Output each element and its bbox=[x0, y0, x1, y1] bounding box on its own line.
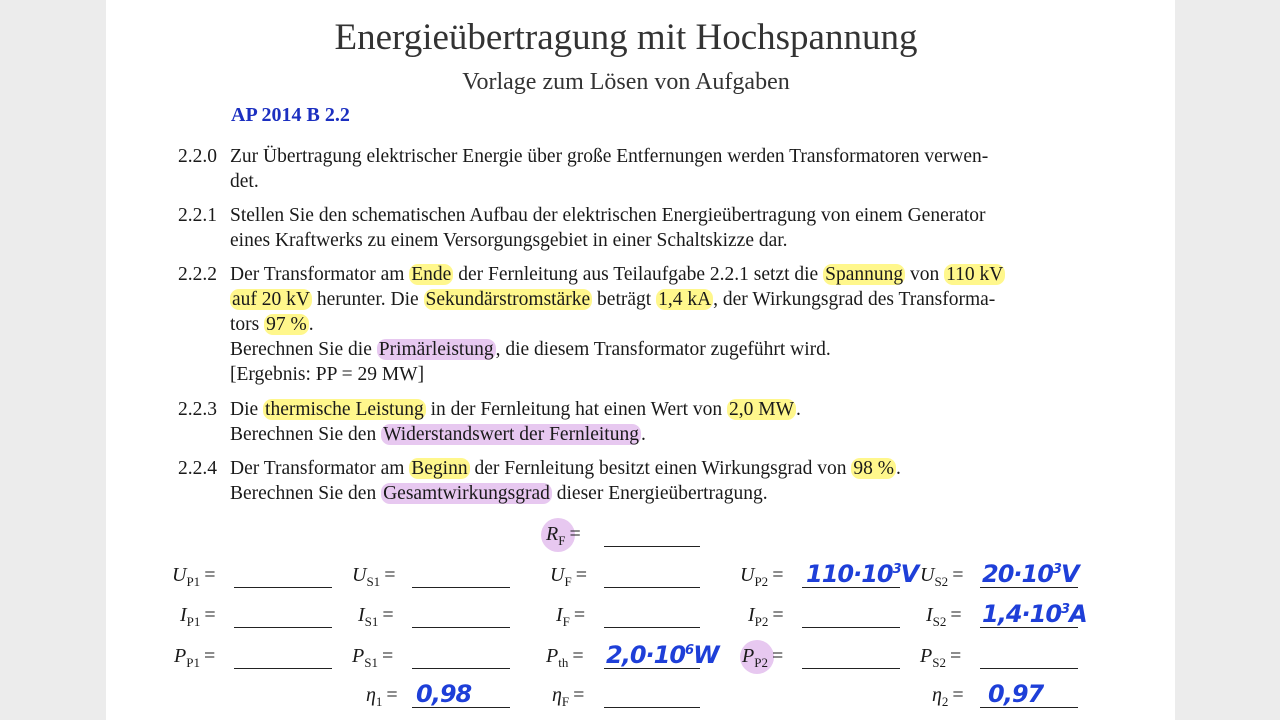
handwritten-answer: $110\cdot 10^3V$ bbox=[806, 560, 919, 588]
highlight-given: Spannung bbox=[825, 264, 904, 285]
field-US2: $U_{S2}$ = $20\cdot 10^3V$ bbox=[920, 560, 1079, 589]
answer-blank[interactable] bbox=[412, 668, 510, 669]
answer-blank[interactable] bbox=[412, 587, 510, 588]
task-number: 2.2.3 bbox=[178, 399, 217, 420]
field-UP1: $U_{P1}$ = bbox=[172, 560, 342, 592]
task-text-line: auf 20 kV herunter. Die Sekundärstromstärke beträgt 1,4 kA , der Wirkungsgrad des Transforma- bbox=[232, 289, 996, 310]
field-PP1: $P_{P1}$ = bbox=[174, 641, 344, 673]
field-PS1: $P_{S1}$ = bbox=[352, 641, 522, 673]
highlight-given: Beginn bbox=[411, 458, 468, 479]
field-Pth: $P_{th}$ = $2,0\cdot 10^6W$ bbox=[546, 641, 719, 670]
answer-blank[interactable] bbox=[604, 587, 700, 588]
field-etaF: $\eta_F$ = bbox=[552, 680, 712, 712]
page-title: Energieübertragung mit Hochspannung bbox=[334, 17, 918, 58]
field-eta2: $\eta_2$ = 0,97 bbox=[932, 680, 1092, 712]
field-PP2: $P_{P2}$ = bbox=[742, 641, 912, 673]
task-number: 2.2.1 bbox=[178, 205, 217, 226]
highlight-given: 2,0 MW bbox=[729, 399, 795, 420]
answer-blank[interactable] bbox=[604, 707, 700, 708]
highlight-given: thermische Leistung bbox=[265, 399, 424, 420]
handwritten-answer: $1,4\cdot 10^3A$ bbox=[982, 600, 1087, 628]
field-IS1: $I_{S1}$ = bbox=[358, 600, 528, 632]
highlight-given: Sekundärstromstärke bbox=[425, 289, 591, 310]
task-text-line: Der Transformator am Beginn der Fernleitung besitzt einen Wirkungsgrad von 98 % . bbox=[230, 458, 901, 479]
field-IF: $I_F$ = bbox=[556, 600, 716, 632]
answer-blank[interactable] bbox=[604, 546, 700, 547]
task-2-2-3 bbox=[178, 397, 1088, 447]
task-text-line: Die thermische Leistung in der Fernleitung hat einen Wert von 2,0 MW . bbox=[230, 399, 801, 420]
field-UF: $U_F$ = bbox=[550, 560, 710, 592]
highlight-given: auf 20 kV bbox=[232, 289, 310, 310]
task-text-line: Zur Übertragung elektrischer Energie über große Entfernungen werden Transformatoren verwen- bbox=[230, 146, 989, 167]
section-reference: AP 2014 B 2.2 bbox=[231, 104, 350, 126]
task-2-2-2 bbox=[178, 262, 1088, 387]
task-result-line: [Ergebnis: PP = 29 MW] bbox=[230, 364, 425, 385]
answer-blank[interactable] bbox=[234, 587, 332, 588]
task-text-line: tors 97 % . bbox=[230, 314, 314, 335]
field-US1: $U_{S1}$ = bbox=[352, 560, 522, 592]
handwritten-answer: $2,0\cdot 10^6W$ bbox=[606, 641, 719, 669]
task-number: 2.2.0 bbox=[178, 146, 217, 167]
task-2-2-1 bbox=[178, 203, 1088, 253]
highlight-sought: Primärleistung bbox=[378, 339, 494, 360]
task-number: 2.2.2 bbox=[178, 264, 217, 285]
highlight-sought: Widerstandswert der Fernleitung bbox=[383, 424, 639, 445]
field-RF: $R_F$ = bbox=[546, 519, 706, 551]
task-text-line: det. bbox=[230, 171, 259, 192]
answer-blank[interactable] bbox=[234, 668, 332, 669]
task-text-line: Berechnen Sie die Primärleistung , die diesem Transformator zugeführt wird. bbox=[230, 339, 831, 360]
answer-blank[interactable] bbox=[604, 627, 700, 628]
field-IS2: $I_{S2}$ = $1,4\cdot 10^3A$ bbox=[926, 600, 1087, 629]
field-eta1: $\eta_1$ = 0,98 bbox=[366, 680, 526, 712]
task-2-2-4 bbox=[178, 456, 1088, 506]
handwritten-answer: 0,97 bbox=[988, 680, 1044, 708]
highlight-given: 110 kV bbox=[946, 264, 1004, 285]
task-text-line: Stellen Sie den schematischen Aufbau der elektrischen Energieübertragung von einem Generator bbox=[230, 205, 986, 226]
task-number: 2.2.4 bbox=[178, 458, 217, 479]
handwritten-answer: $20\cdot 10^3V$ bbox=[982, 560, 1079, 588]
task-text-line: Berechnen Sie den Gesamtwirkungsgrad dieser Energieübertragung. bbox=[230, 483, 768, 504]
answer-blank[interactable] bbox=[802, 668, 900, 669]
task-text-line: Berechnen Sie den Widerstandswert der Fernleitung . bbox=[230, 424, 646, 445]
answer-blank[interactable] bbox=[412, 627, 510, 628]
task-text-line: eines Kraftwerks zu einem Versorgungsgebiet in einer Schaltskizze dar. bbox=[230, 230, 788, 251]
task-text-line: Der Transformator am Ende der Fernleitung aus Teilaufgabe 2.2.1 setzt die Spannung von 110 kV bbox=[230, 264, 1004, 285]
answer-blank[interactable] bbox=[980, 668, 1078, 669]
answer-blank[interactable] bbox=[802, 627, 900, 628]
highlight-given: 98 % bbox=[853, 458, 894, 479]
handwritten-answer: 0,98 bbox=[416, 680, 472, 708]
field-UP2: $U_{P2}$ = $110\cdot 10^3V$ bbox=[740, 560, 919, 589]
highlight-given: Ende bbox=[411, 264, 452, 285]
answer-blank[interactable] bbox=[234, 627, 332, 628]
page-subtitle: Vorlage zum Lösen von Aufgaben bbox=[462, 69, 790, 95]
task-2-2-0 bbox=[178, 144, 1088, 194]
highlight-given: 1,4 kA bbox=[658, 289, 712, 310]
field-PS2: $P_{S2}$ = bbox=[920, 641, 1090, 673]
field-IP2: $I_{P2}$ = bbox=[748, 600, 918, 632]
field-IP1: $I_{P1}$ = bbox=[180, 600, 350, 632]
highlight-given: 97 % bbox=[266, 314, 307, 335]
highlight-sought: Gesamtwirkungsgrad bbox=[383, 483, 550, 504]
document-page bbox=[106, 0, 1175, 720]
